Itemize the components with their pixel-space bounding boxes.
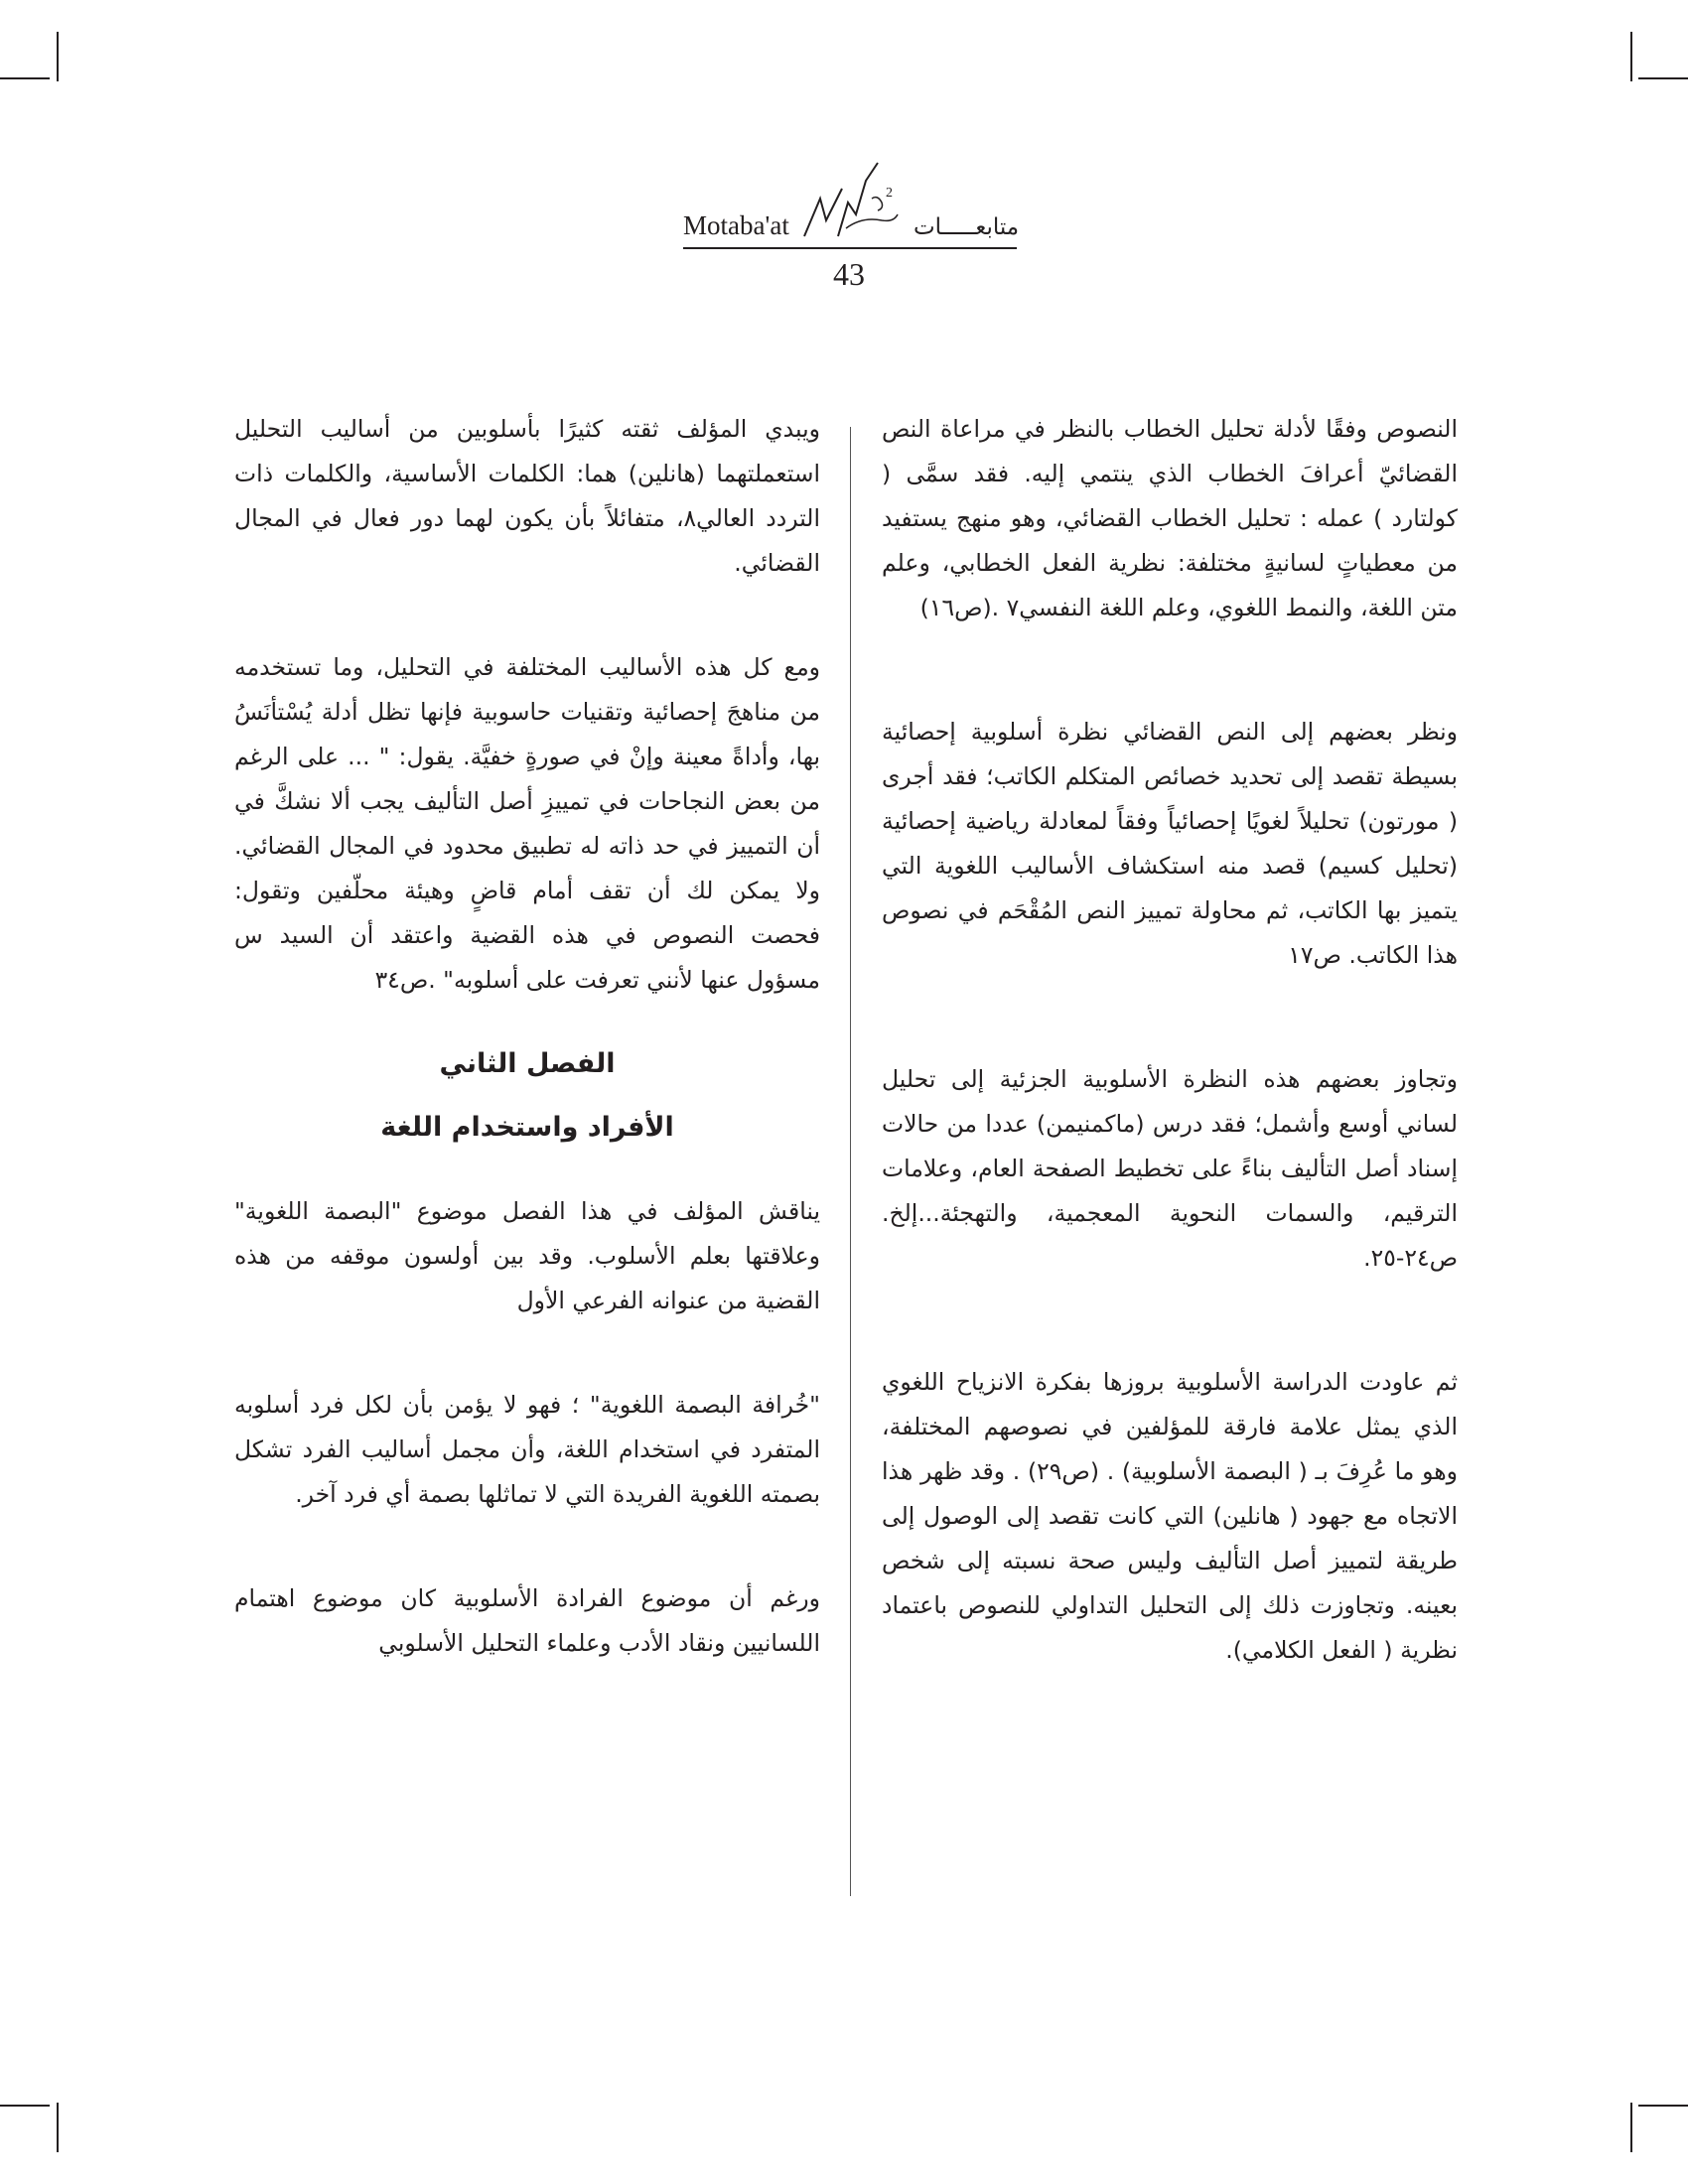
- journal-title-latin: Motaba'at: [683, 210, 789, 240]
- right-paragraph-2: ونظر بعضهم إلى النص القضائي نظرة أسلوبية إحصائية بسيطة تقصد إلى تحديد خصائص المتكلم الكاتب؛ فقد أجرى ( مورتون) تحليلاً لغويًا إحصائياً وفقاً لمعادلة رياضية إحصائية (تحليل كسيم) قصد منه استكشاف الأساليب اللغوية التي يتميز بها الكاتب، ثم محاولة تمييز النص المُقْحَم في نصوص هذا الكاتب. ص١٧: [882, 718, 1458, 969]
- crop-mark-top-right-vertical: [1630, 32, 1632, 81]
- crop-mark-top-left-vertical: [57, 32, 59, 81]
- svg-text:2: 2: [886, 186, 893, 201]
- chapter-title: الفصل الثاني: [439, 1048, 616, 1079]
- right-paragraph-1: النصوص وفقًا لأدلة تحليل الخطاب بالنظر في مراعاة النص القضائيّ أعرافَ الخطاب الذي ينتمي إليه. فقد سمَّى ( كولتارد ) عمله : تحليل الخطاب القضائي، وهو منهج يستفيد من معطياتٍ لسانيةٍ مختلفة: نظرية الفعل الخطابي، وعلم متن اللغة، والنمط اللغوي، وعلم اللغة النفسي٧ .(ص١٦): [882, 415, 1458, 621]
- crop-mark-bottom-left-horizontal: [0, 2105, 50, 2107]
- page-header: [675, 159, 1023, 298]
- left-paragraph-1: ويبدي المؤلف ثقته كثيرًا بأسلوبين من أساليب التحليل استعملتهما (هانلين) هما: الكلمات الأساسية، والكلمات ذات التردد العالي٨، متفائلاً بأن يكون لهما دور فعال في المجال القضائي.: [234, 415, 820, 577]
- crop-mark-bottom-left-vertical: [57, 2103, 59, 2152]
- page-number: 43: [833, 256, 865, 292]
- right-paragraph-4: ثم عاودت الدراسة الأسلوبية بروزها بفكرة الانزياح اللغوي الذي يمثل علامة فارقة للمؤلفين في نصوصهم المختلفة، وهو ما عُرِفَ بـ ( البصمة الأسلوبية) . (ص٢٩) . وقد ظهر هذا الاتجاه مع جهود ( هانلين) التي كانت تقصد إلى الوصول إلى طريقة لتمييز أصل التأليف وليس صحة نسبته إلى شخص بعينه. وتجاوزت ذلك إلى التحليل التداولي للنصوص باعتماد نظرية ( الفعل الكلامي).: [882, 1368, 1458, 1664]
- left-paragraph-4: "خُرافة البصمة اللغوية" ؛ فهو لا يؤمن بأن لكل فرد أسلوبه المتفرد في استخدام اللغة، وأن مجمل أساليب الفرد تشكل بصمته اللغوية الفريدة التي لا تماثلها بصمة أي فرد آخر.: [234, 1391, 820, 1508]
- left-paragraph-3: يناقش المؤلف في هذا الفصل موضوع "البصمة اللغوية" وعلاقتها بعلم الأسلوب. وقد بين أولسون موقفه من هذه القضية من عنوانه الفرعي الأول: [234, 1197, 820, 1314]
- left-column: [234, 407, 820, 1666]
- crop-mark-bottom-right-horizontal: [1638, 2105, 1688, 2107]
- column-divider: [850, 427, 851, 1896]
- crop-mark-top-right-horizontal: [1638, 77, 1688, 79]
- header-rule: [683, 247, 1017, 249]
- right-column: [882, 407, 1458, 1673]
- chapter-subtitle: الأفراد واستخدام اللغة: [380, 1112, 674, 1143]
- left-paragraph-5: ورغم أن موضوع الفرادة الأسلوبية كان موضوع اهتمام اللسانيين ونقاد الأدب وعلماء التحليل الأسلوبي: [234, 1584, 820, 1657]
- right-paragraph-3: وتجاوز بعضهم هذه النظرة الأسلوبية الجزئية إلى تحليل لساني أوسع وأشمل؛ فقد درس (ماكمنيمن) عددا من حالات إسناد أصل التأليف بناءً على تخطيط الصفحة العام، وعلامات الترقيم، والسمات النحوية المعجمية، والتهجئة...إلخ. ص٢٤-٢٥.: [882, 1065, 1458, 1272]
- journal-logo-icon: [786, 159, 915, 248]
- left-paragraph-2: ومع كل هذه الأساليب المختلفة في التحليل، وما تستخدمه من مناهجَ إحصائية وتقنيات حاسوبية فإنها تظل أدلة يُسْتأنَسُ بها، وأداةً معينة وإنْ في صورةٍ خفيَّة. يقول: " ... على الرغم من بعض النجاحات في تمييزِ أصل التأليف يجب ألا نشكَّ في أن التمييز في حد ذاته له تطبيق محدود في المجال القضائي. ولا يمكن لك أن تقف أمام قاضٍ وهيئة محلّفين وتقول: فحصت النصوص في هذه القضية واعتقد أن السيد س مسؤول عنها لأنني تعرفت على أسلوبه" .ص٣٤: [234, 653, 820, 994]
- crop-mark-bottom-right-vertical: [1630, 2103, 1632, 2152]
- crop-mark-top-left-horizontal: [0, 77, 50, 79]
- journal-title-arabic: متابعـــــات: [914, 214, 1020, 240]
